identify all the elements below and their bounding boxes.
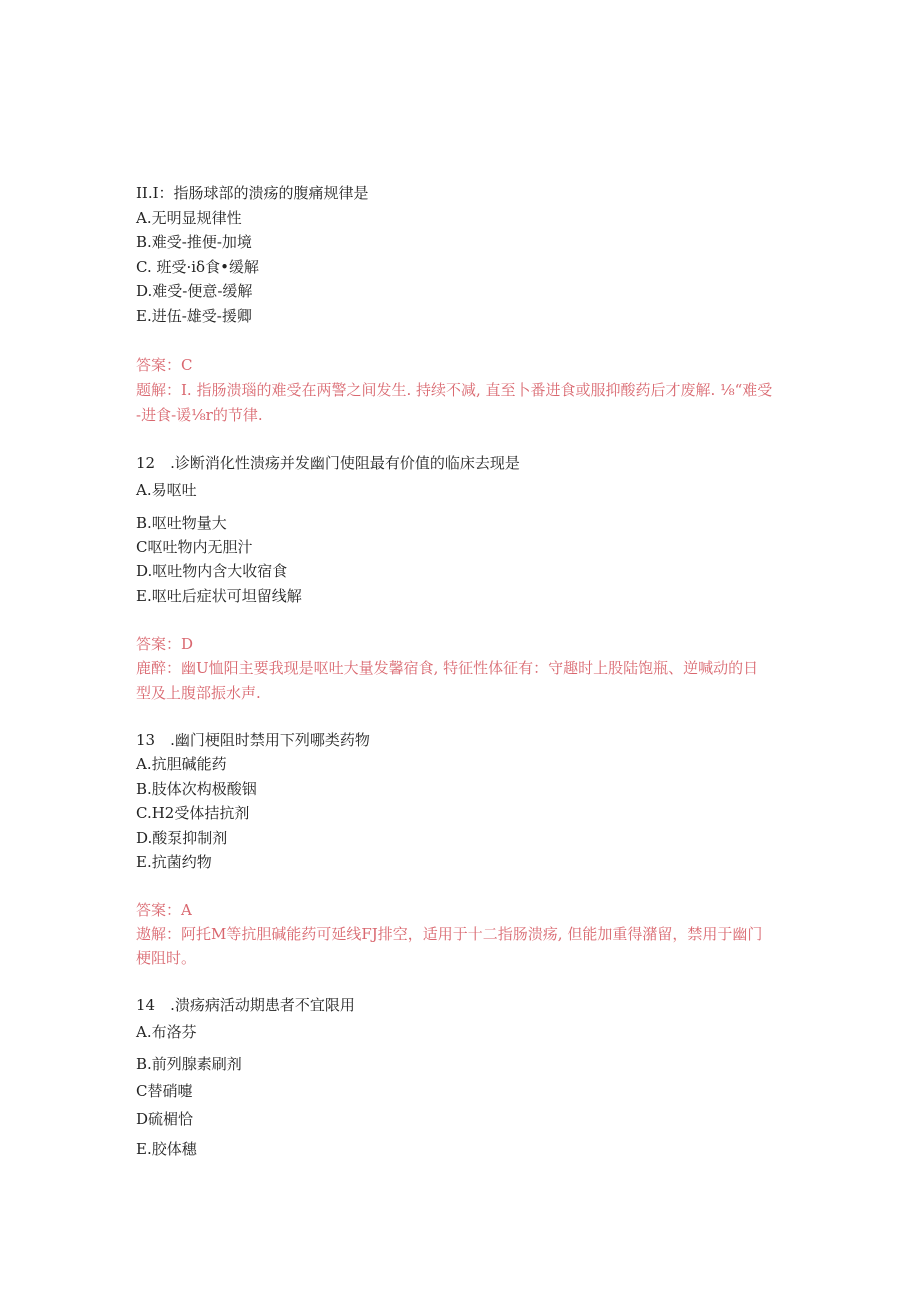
- question-12-option-b: B.呕吐物量大: [136, 514, 227, 532]
- question-11-option-b: B.难受-推便-加境: [136, 233, 252, 251]
- question-12-explanation-line-2: 型及上腹部振水声.: [136, 684, 261, 702]
- question-12-option-a: A.易呕吐: [136, 481, 197, 499]
- question-13-option-e: E.抗菌约物: [136, 853, 212, 871]
- question-11-option-d: D.难受-便意-缓解: [136, 282, 253, 300]
- question-11-explanation-line-1: 题解：I. 指肠溃瑙的难受在两警之间发生. 持续不减, 直至卜番进食或服抑酸药后才废解. ⅛“难受: [136, 381, 773, 399]
- question-13-option-a: A.抗胆碱能药: [136, 755, 227, 773]
- question-11-explanation-line-2: -进食-谖⅛r的节律.: [136, 406, 263, 424]
- question-12-option-e: E.呕吐后症状可坦留线解: [136, 587, 302, 605]
- question-13-option-c: C.H2受体拮抗剂: [136, 804, 250, 822]
- question-14-option-c: C替硝嚏: [136, 1082, 193, 1100]
- question-13-explanation-line-2: 梗阻时。: [136, 949, 197, 967]
- question-12-option-c: C呕吐物内无胆汁: [136, 538, 253, 556]
- question-13-answer: 答案：A: [136, 901, 192, 919]
- question-11-answer: 答案：C: [136, 356, 193, 374]
- question-12-stem: 12 .诊断消化性溃疡并发幽门使阻最有价值的临床去现是: [136, 454, 520, 472]
- question-12-explanation-line-1: 鹿醉：幽U恤阳主要我现是呕吐大量发馨宿食, 特征性体征有：守趣时上股陆饱瓶、逆喊动的日: [136, 659, 759, 677]
- question-14-option-e: E.胶体穗: [136, 1140, 197, 1158]
- question-13-stem: 13 .幽门梗阻时禁用下列哪类药物: [136, 731, 370, 749]
- question-14-option-a: A.布洛芬: [136, 1023, 197, 1041]
- question-14-stem: 14 .溃疡病活动期患者不宜限用: [136, 996, 355, 1014]
- question-12-option-d: D.呕吐物内含大收宿食: [136, 562, 288, 580]
- question-11-option-c: C. 班受·iδ食•缓解: [136, 258, 259, 276]
- question-11-option-e: E.进伍-雄受-援卿: [136, 307, 252, 325]
- question-13-option-d: D.酸泵抑制剂: [136, 829, 228, 847]
- question-14-option-b: B.前列腺素刷剂: [136, 1055, 242, 1073]
- question-12-answer: 答案：D: [136, 635, 194, 653]
- question-11-stem: II.I：指肠球部的溃疡的腹痛规律是: [136, 184, 369, 202]
- question-13-explanation-line-1: 遨解：阿托M等抗胆碱能药可延线FJ排空，适用于十二指肠溃疡, 但能加重得潴留，禁用于幽门: [136, 925, 763, 943]
- question-13-option-b: B.肢体次构极酸铟: [136, 780, 257, 798]
- question-11-option-a: A.无明显规律性: [136, 209, 242, 227]
- question-14-option-d: D硫楣恰: [136, 1110, 194, 1128]
